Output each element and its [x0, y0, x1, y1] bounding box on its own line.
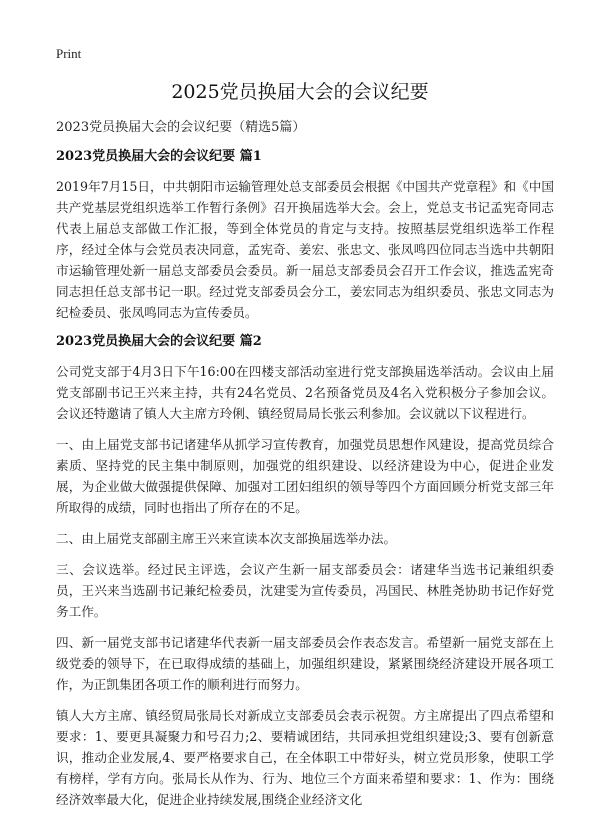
- paragraph: 一、由上届党支部书记诸建华从抓学习宣传教育，加强党员思想作风建设，提高党员综合素质、坚持党的民主集中制原则，加强党的组织建设、以经济建设为中心，促进企业发展，为企业做大做强提供保障、加强对工团妇组织的领导等四个方面回顾分析党支部三年所取得的成绩，同时也指出了所存在的不足。: [56, 437, 554, 515]
- section-2: [56, 333, 554, 810]
- print-link[interactable]: Print: [56, 46, 82, 61]
- document-subtitle: 2023党员换届大会的会议纪要（精选5篇）: [56, 120, 306, 135]
- section-1: [56, 148, 554, 323]
- paragraph: 镇人大方主席、镇经贸局张局长对新成立支部委员会表示祝贺。方主席提出了四点希望和要求：1、要更具凝聚力和号召力;2、要精诚团结，共同承担党组织建设;3、要有创新意识，推动企业发展,4、要严格要求自己，在全体职工中带好头，树立党员形象，使职工学有榜样，学有方向。张局长从作为、行为、地位三个方面来希望和要求：1、作为：围绕经济效率最大化，促进企业持续发展,围绕企业经济文化: [56, 708, 554, 807]
- paragraph: 三、会议选举。经过民主评选，会议产生新一届支部委员会：诸建华当选书记兼组织委员，王兴来当选副书记兼纪检委员，沈建雯为宣传委员，冯国民、林胜尧协助书记作好党务工作。: [56, 562, 554, 619]
- paragraph: 四、新一届党支部书记诸建华代表新一届支部委员会作表态发言。希望新一届党支部在上级党委的领导下，在已取得成绩的基础上，加强组织建设，紧紧围绕经济建设开展各项工作，为正凯集团各项工作的顺利进行而努力。: [56, 635, 554, 692]
- page-title: 2025党员换届大会的会议纪要: [171, 81, 429, 103]
- section-heading: 2023党员换届大会的会议纪要 篇2: [56, 334, 262, 349]
- section-heading: 2023党员换届大会的会议纪要 篇1: [56, 149, 262, 164]
- paragraph: 公司党支部于4月3日下午16:00在四楼支部活动室进行党支部换届选举活动。会议由上届党支部副书记王兴来主持，共有24名党员、2名预备党员及4名入党积极分子参加会议。会议还特邀请了镇人大主席方玲俐、镇经贸局局长张云利参加。会议就以下议程进行。: [56, 364, 554, 421]
- paragraph: 二、由上届党支部副主席王兴来宣读本次支部换届选举办法。: [56, 531, 397, 546]
- document-body: [56, 148, 554, 820]
- paragraph: 2019年7月15日，中共朝阳市运输管理处总支部委员会根据《中国共产党章程》和《中国共产党基层党组织选举工作暂行条例》召开换届选举大会。会上，党总支书记孟宪奇同志代表上届总支部做工作汇报，等到全体党员的肯定与支持。按照基层党组织选举工作程序，经过全体与会党员表决同意，孟宪奇、姜宏、张忠文、张凤鸣四位同志当选中共朝阳市运输管理处新一届总支部委员会委员。新一届总支部委员会召开工作会议，推选孟宪奇同志担任总支部书记一职。经过党支部委员会分工，姜宏同志为组织委员、张忠文同志为纪检委员、张凤鸣同志为宣传委员。: [56, 179, 554, 320]
